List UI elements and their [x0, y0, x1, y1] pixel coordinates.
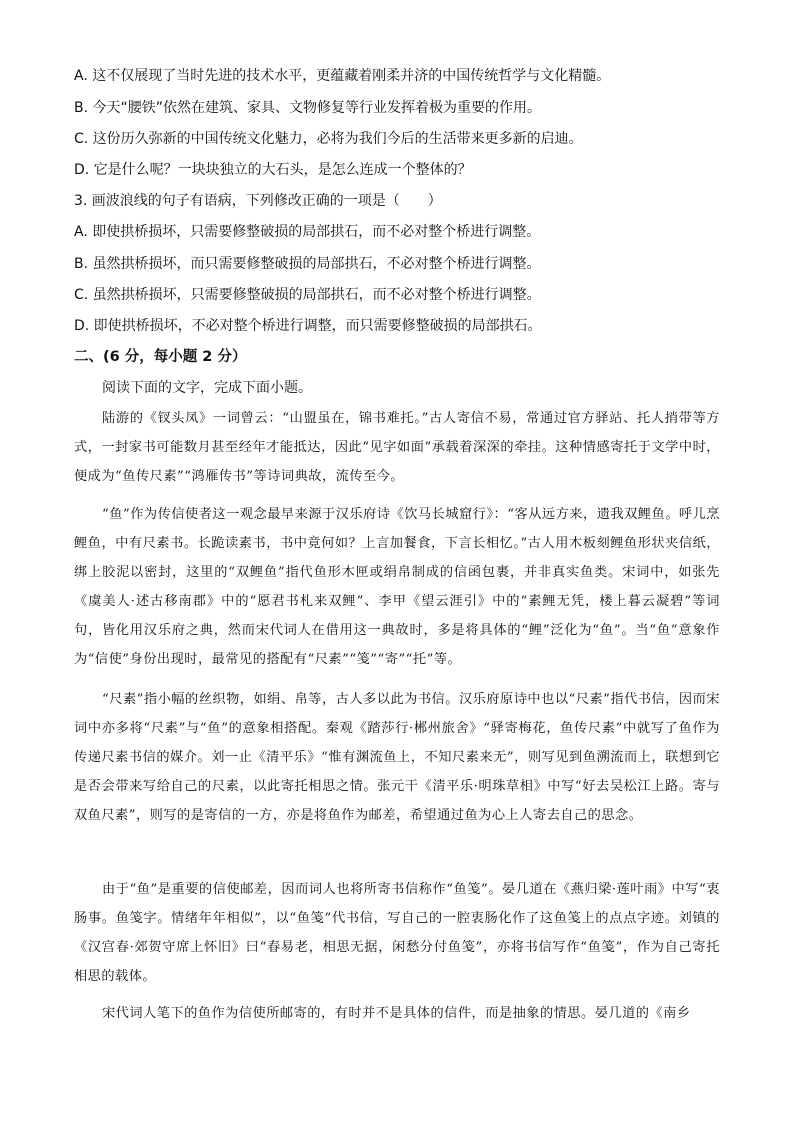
option-3a: A. 即使拱桥损坏，只需要修整破损的局部拱石，而不必对整个桥进行调整。	[74, 224, 541, 240]
passage-paragraph-4: 由于“鱼”是重要的信使邮差，因而词人也将所寄书信称作“鱼笺”。晏几道在《燕归梁·莲叶雨》中写“衷肠事。鱼笺字。情绪年年相似”，以“鱼笺”代书信，写自己的一腔衷肠化作了这鱼笺上的点点字迹。刘镇的《汉宫春·郊贺守席上怀旧》曰“春易老，相思无据，闲愁分付鱼笺”，亦将书信写作“鱼笺”，作为自己寄托相思的载体。	[74, 882, 720, 984]
passage-paragraph-2: “鱼”作为传信使者这一观念最早来源于汉乐府诗《饮马长城窟行》：“客从远方来，遗我双鲤鱼。呼儿烹鲤鱼，中有尺素书。长跪读素书，书中竟何如？上言加餐食，下言长相忆。”古人用木板刻鲤鱼形状夹信纸，绑上胶泥以密封，这里的“双鲤鱼”指代鱼形木匣或绢帛制成的信函包裹，并非真实鱼类。宋词中，如张先《虞美人·述古移南郡》中的“愿君书札来双鲤”、李甲《望云涯引》中的“素鲤无凭，楼上暮云凝碧”等词句，皆化用汉乐府之典，然而宋代词人在借用这一典故时，多是将具体的“鲤”泛化为“鱼”。当“鱼”意象作为“信使”身份出现时，最常见的搭配有“尺素”“笺”“寄”“托”等。	[74, 507, 720, 667]
option-2b: B. 今天“腰铁”依然在建筑、家具、文物修复等行业发挥着极为重要的作用。	[74, 100, 542, 116]
question-3-stem: 3. 画波浪线的句子有语病，下列修改正确的一项是（ ）	[74, 193, 442, 209]
option-2c: C. 这份历久弥新的中国传统文化魅力，必将为我们今后的生活带来更多新的启迪。	[74, 131, 583, 147]
option-3b: B. 虽然拱桥损坏，而只需要修整破损的局部拱石，不必对整个桥进行调整。	[74, 256, 541, 272]
reading-instruction: 阅读下面的文字，完成下面小题。	[102, 380, 312, 396]
option-2a: A. 这不仅展现了当时先进的技术水平，更蕴藏着刚柔并济的中国传统哲学与文化精髓。	[74, 68, 611, 84]
option-3c: C. 虽然拱桥损坏，只需要修整破损的局部拱石，而不必对整个桥进行调整。	[74, 287, 541, 303]
section-heading: 二、(6 分，每小题 2 分）	[74, 349, 247, 365]
passage-paragraph-5: 宋代词人笔下的鱼作为信使所邮寄的，有时并不是具体的信件，而是抽象的情思。晏几道的《南乡	[102, 1006, 691, 1021]
passage-paragraph-1: 陆游的《钗头凤》一词曾云：“山盟虽在，锦书难托。”古人寄信不易，常通过官方驿站、托人捎带等方式，一封家书可能数月甚至经年才能抵达，因此“见字如面”承载着深深的牵挂。这种情感寄托于文学中时，便成为“鱼传尺素”“鸿雁传书”等诗词典故，流传至今。	[74, 411, 720, 484]
option-2d: D. 它是什么呢？一块块独立的大石头，是怎么连成一个整体的？	[74, 162, 472, 178]
option-3d: D. 即使拱桥损坏，不必对整个桥进行调整，而只需要修整破损的局部拱石。	[74, 318, 542, 334]
passage-paragraph-3: “尺素”指小幅的丝织物，如绢、帛等，古人多以此为书信。汉乐府原诗中也以“尺素”指代书信，因而宋词中亦多将“尺素”与“鱼”的意象相搭配。秦观《踏莎行·郴州旅舍》“驿寄梅花，鱼传尺素”中就写了鱼作为传递尺素书信的媒介。刘一止《清平乐》“惟有渊流鱼上，不知尺素来无”，则写见到鱼溯流而上，联想到它是否会带来写给自己的尺素，以此寄托相思之情。张元干《清平乐·明珠草相》中写“好去吴松江上路。寄与双鱼尺素”，则写的是寄信的一方，亦是将鱼作为邮差，希望通过鱼为心上人寄去自己的思念。	[74, 692, 720, 823]
